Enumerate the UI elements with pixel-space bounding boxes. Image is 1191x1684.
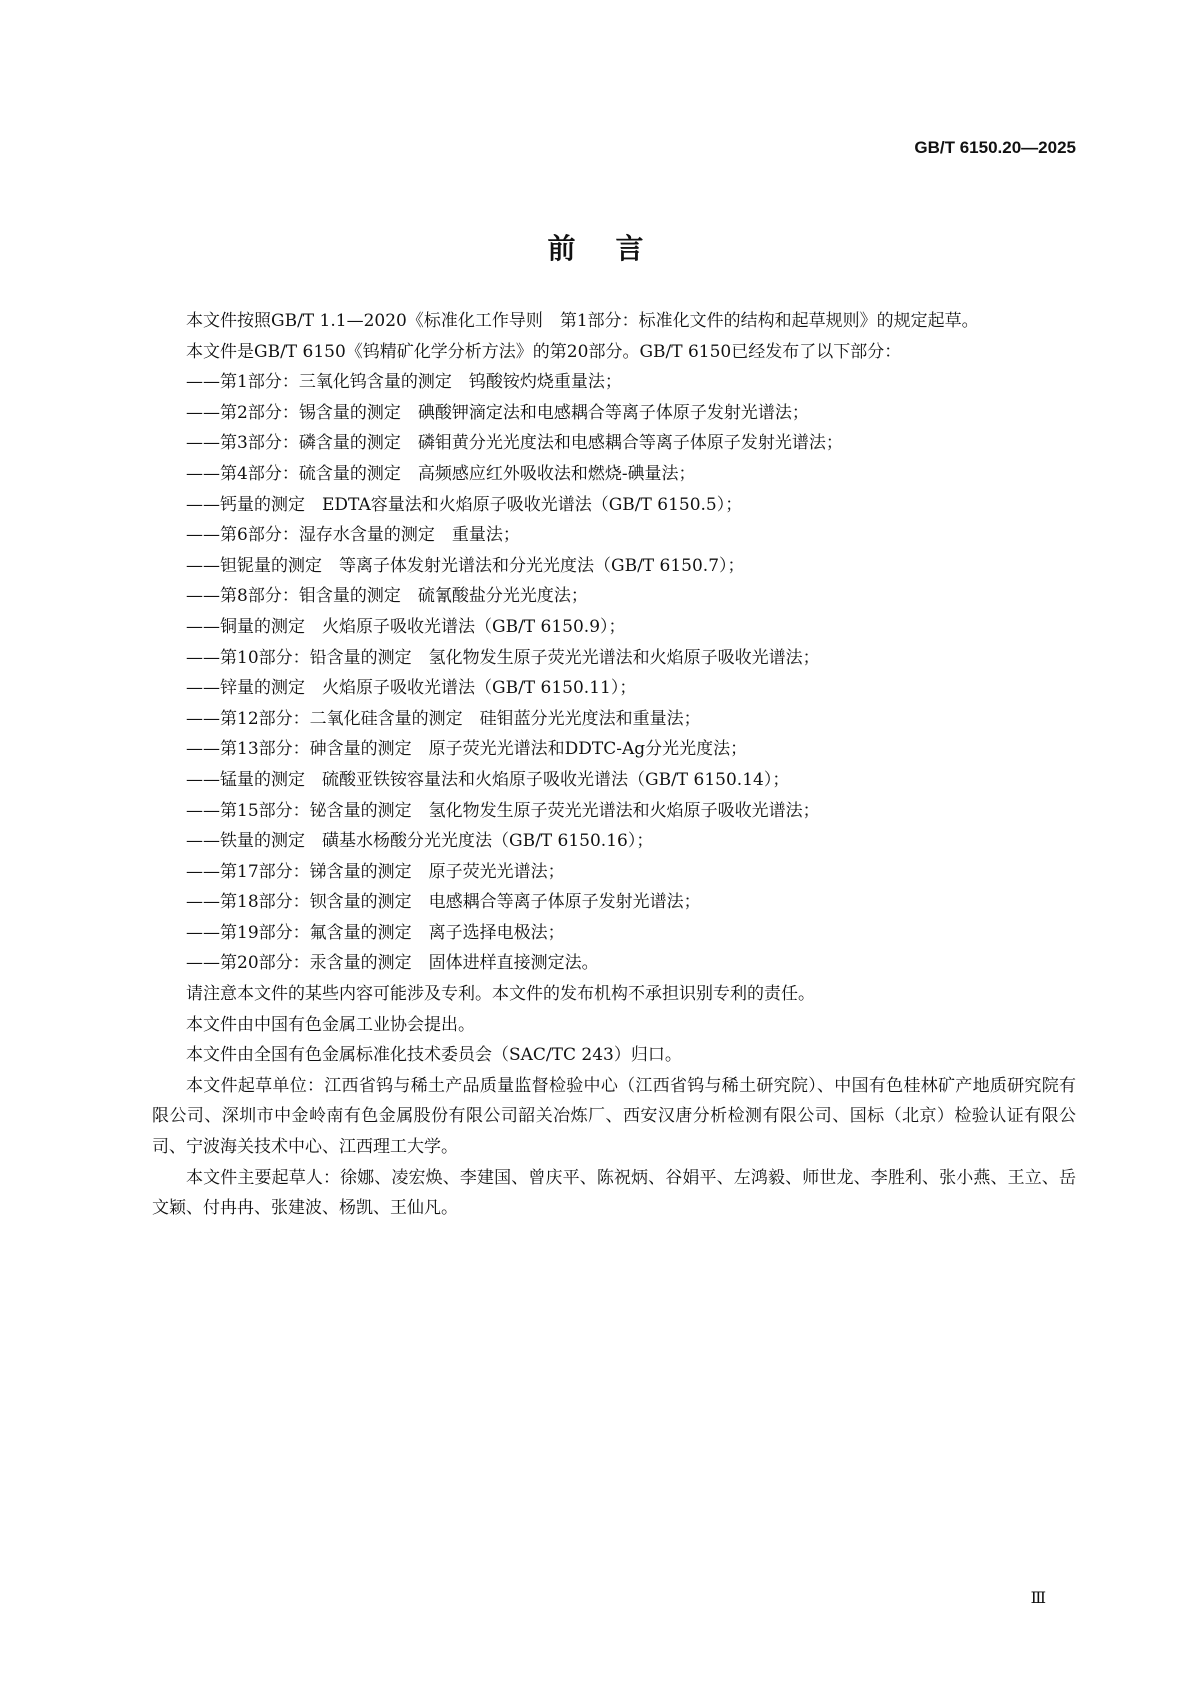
list-item: ——锌量的测定 火焰原子吸收光谱法（GB/T 6150.11）； [186, 678, 637, 699]
proposer-statement: 本文件由中国有色金属工业协会提出。 [186, 1014, 475, 1035]
page-title: 前言 [547, 231, 684, 265]
list-item: ——第4部分：硫含量的测定 高频感应红外吸收法和燃烧-碘量法； [186, 463, 696, 484]
foreword-body [152, 306, 1076, 1224]
list-item: ——第1部分：三氧化钨含量的测定 钨酸铵灼烧重量法； [186, 372, 622, 393]
list-item: ——第13部分：砷含量的测定 原子荧光光谱法和DDTC-Ag分光光度法； [186, 739, 748, 760]
list-item: ——第15部分：铋含量的测定 氢化物发生原子荧光光谱法和火焰原子吸收光谱法； [186, 800, 820, 821]
list-item: ——第8部分：钼含量的测定 硫氰酸盐分光光度法； [186, 586, 588, 607]
list-item: ——第6部分：湿存水含量的测定 重量法； [186, 525, 520, 546]
list-item: ——第3部分：磷含量的测定 磷钼黄分光光度法和电感耦合等离子体原子发射光谱法； [186, 433, 843, 454]
page-number: Ⅲ [1030, 1588, 1046, 1607]
intro-paragraph: 本文件是GB/T 6150《钨精矿化学分析方法》的第20部分。GB/T 6150已经发布了以下部分： [186, 341, 902, 362]
committee-statement: 本文件由全国有色金属标准化技术委员会（SAC/TC 243）归口。 [186, 1045, 682, 1066]
drafters: 本文件主要起草人：徐娜、凌宏焕、李建国、曾庆平、陈祝炳、谷娟平、左鸿毅、师世龙、李胜利、张小燕、王立、岳文颖、付冉冉、张建波、杨凯、王仙凡。 [152, 1167, 1076, 1219]
list-item: ——铜量的测定 火焰原子吸收光谱法（GB/T 6150.9）； [186, 616, 626, 637]
intro-paragraph: 本文件按照GB/T 1.1—2020《标准化工作导则 第1部分：标准化文件的结构和起草规则》的规定起草。 [186, 311, 979, 331]
list-item: ——第10部分：铅含量的测定 氢化物发生原子荧光光谱法和火焰原子吸收光谱法； [186, 647, 820, 668]
list-item: ——第12部分：二氧化硅含量的测定 硅钼蓝分光光度法和重量法； [186, 708, 701, 729]
parts-list [152, 367, 1076, 979]
drafting-units: 本文件起草单位：江西省钨与稀土产品质量监督检验中心（江西省钨与稀土研究院）、中国有色桂林矿产地质研究院有限公司、深圳市中金岭南有色金属股份有限公司韶关冶炼厂、西安汉唐分析检测有限公司、国标（北京）检验认证有限公司、宁波海关技术中心、江西理工大学。 [152, 1075, 1076, 1158]
list-item: ——第18部分：钡含量的测定 电感耦合等离子体原子发射光谱法； [186, 892, 701, 913]
list-item: ——钽铌量的测定 等离子体发射光谱法和分光光度法（GB/T 6150.7）； [186, 555, 745, 576]
list-item: ——锰量的测定 硫酸亚铁铵容量法和火焰原子吸收光谱法（GB/T 6150.14）； [186, 769, 790, 790]
list-item: ——第19部分：氟含量的测定 离子选择电极法； [186, 922, 565, 943]
list-item: ——钙量的测定 EDTA容量法和火焰原子吸收光谱法（GB/T 6150.5）； [186, 494, 743, 515]
list-item: ——第20部分：汞含量的测定 固体进样直接测定法。 [186, 953, 599, 974]
standard-id: GB/T 6150.20—2025 [914, 138, 1076, 157]
list-item: ——第2部分：锡含量的测定 碘酸钾滴定法和电感耦合等离子体原子发射光谱法； [186, 402, 809, 423]
patent-notice: 请注意本文件的某些内容可能涉及专利。本文件的发布机构不承担识别专利的责任。 [186, 984, 815, 1005]
list-item: ——第17部分：锑含量的测定 原子荧光光谱法； [186, 861, 565, 882]
list-item: ——铁量的测定 磺基水杨酸分光光度法（GB/T 6150.16）； [186, 831, 654, 852]
